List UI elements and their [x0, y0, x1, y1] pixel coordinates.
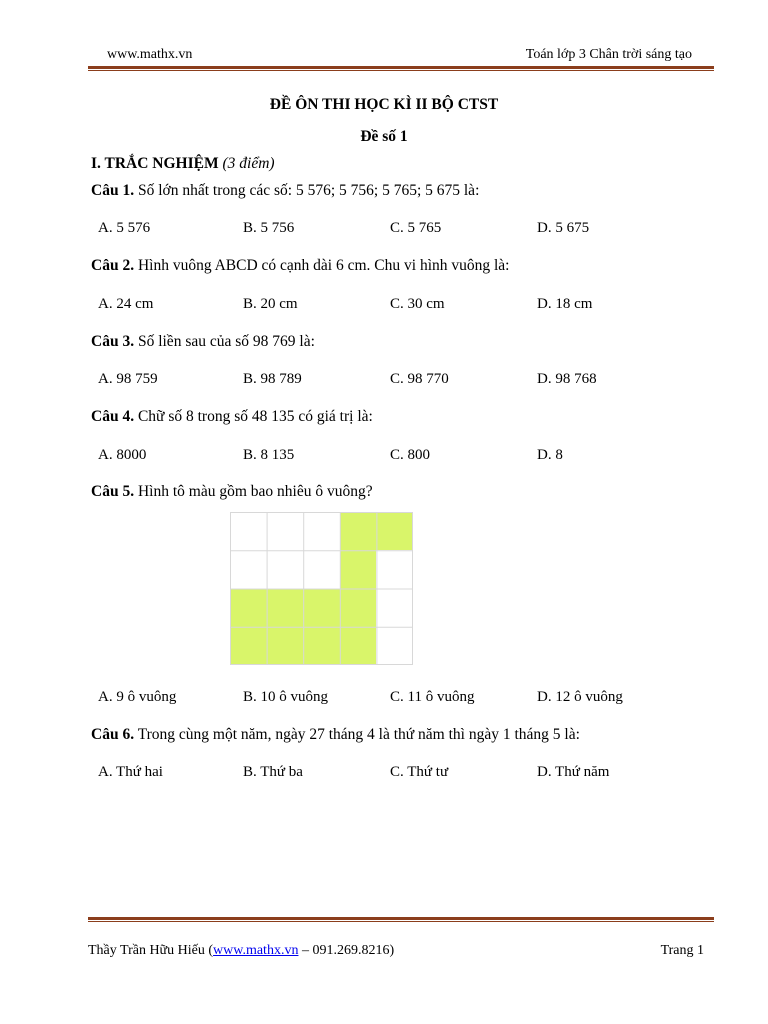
- section-points: (3 điểm): [222, 155, 275, 172]
- square-grid-figure: [230, 512, 413, 665]
- question-6: [91, 726, 580, 744]
- footer-link[interactable]: www.mathx.vn: [213, 943, 299, 958]
- q6-option-d: D. Thứ năm: [537, 764, 610, 780]
- header-site: www.mathx.vn: [107, 47, 193, 62]
- q3-option-d: D. 98 768: [537, 371, 597, 387]
- q6-option-a: A. Thứ hai: [98, 764, 163, 780]
- page-number: Trang 1: [660, 943, 704, 958]
- question-number: Câu 2.: [91, 257, 135, 274]
- question-2: [91, 257, 510, 275]
- question-5: [91, 483, 373, 501]
- footer-author-name: Thầy Trần Hữu Hiếu (: [88, 943, 214, 958]
- q1-option-c: C. 5 765: [390, 220, 442, 236]
- q3-option-a: A. 98 759: [98, 371, 158, 387]
- q1-option-a: A. 5 576: [98, 220, 151, 236]
- question-3: [91, 333, 315, 351]
- q6-option-b: B. Thứ ba: [243, 764, 303, 780]
- q4-option-c: C. 800: [390, 447, 431, 463]
- question-text: Hình vuông ABCD có cạnh dài 6 cm. Chu vi hình vuông là:: [137, 257, 510, 274]
- q3-option-c: C. 98 770: [390, 371, 449, 387]
- question-4: [91, 408, 373, 426]
- question-text: Chữ số 8 trong số 48 135 có giá trị là:: [137, 408, 373, 425]
- grid-lines: [230, 512, 413, 665]
- q1-option-b: B. 5 756: [243, 220, 295, 236]
- question-1: [91, 182, 479, 200]
- footer-author: [88, 943, 394, 959]
- footer-phone: – 091.269.8216): [298, 943, 395, 958]
- section-label: I. TRẮC NGHIỆM: [91, 155, 219, 172]
- question-number: Câu 3.: [91, 333, 135, 350]
- question-number: Câu 4.: [91, 408, 135, 425]
- q5-option-c: C. 11 ô vuông: [390, 689, 475, 705]
- q2-option-a: A. 24 cm: [98, 296, 154, 312]
- footer-rule: [88, 917, 714, 922]
- q4-option-b: B. 8 135: [243, 447, 295, 463]
- q6-option-c: C. Thứ tư: [390, 764, 449, 780]
- section-heading: [91, 155, 275, 173]
- question-number: Câu 6.: [91, 726, 135, 743]
- question-number: Câu 1.: [91, 182, 135, 199]
- q5-option-d: D. 12 ô vuông: [537, 689, 623, 705]
- question-text: Số liền sau của số 98 769 là:: [137, 333, 315, 350]
- question-number: Câu 5.: [91, 483, 135, 500]
- question-text: Số lớn nhất trong các số: 5 576; 5 756; 5 765; 5 675 là:: [137, 182, 480, 199]
- header-rule: [88, 66, 714, 71]
- q5-option-b: B. 10 ô vuông: [243, 689, 329, 705]
- question-text: Hình tô màu gồm bao nhiêu ô vuông?: [137, 483, 373, 500]
- q3-option-b: B. 98 789: [243, 371, 302, 387]
- q4-option-a: A. 8000: [98, 447, 147, 463]
- q1-option-d: D. 5 675: [537, 220, 590, 236]
- q5-option-a: A. 9 ô vuông: [98, 689, 177, 705]
- exam-subtitle: Đề số 1: [360, 128, 408, 145]
- q2-option-d: D. 18 cm: [537, 296, 593, 312]
- header-subject: Toán lớp 3 Chân trời sáng tạo: [525, 47, 692, 62]
- q2-option-b: B. 20 cm: [243, 296, 298, 312]
- q2-option-c: C. 30 cm: [390, 296, 445, 312]
- exam-title: ĐỀ ÔN THI HỌC KÌ II BỘ CTST: [269, 96, 499, 113]
- q4-option-d: D. 8: [537, 447, 563, 463]
- question-text: Trong cùng một năm, ngày 27 tháng 4 là thứ năm thì ngày 1 tháng 5 là:: [137, 726, 580, 743]
